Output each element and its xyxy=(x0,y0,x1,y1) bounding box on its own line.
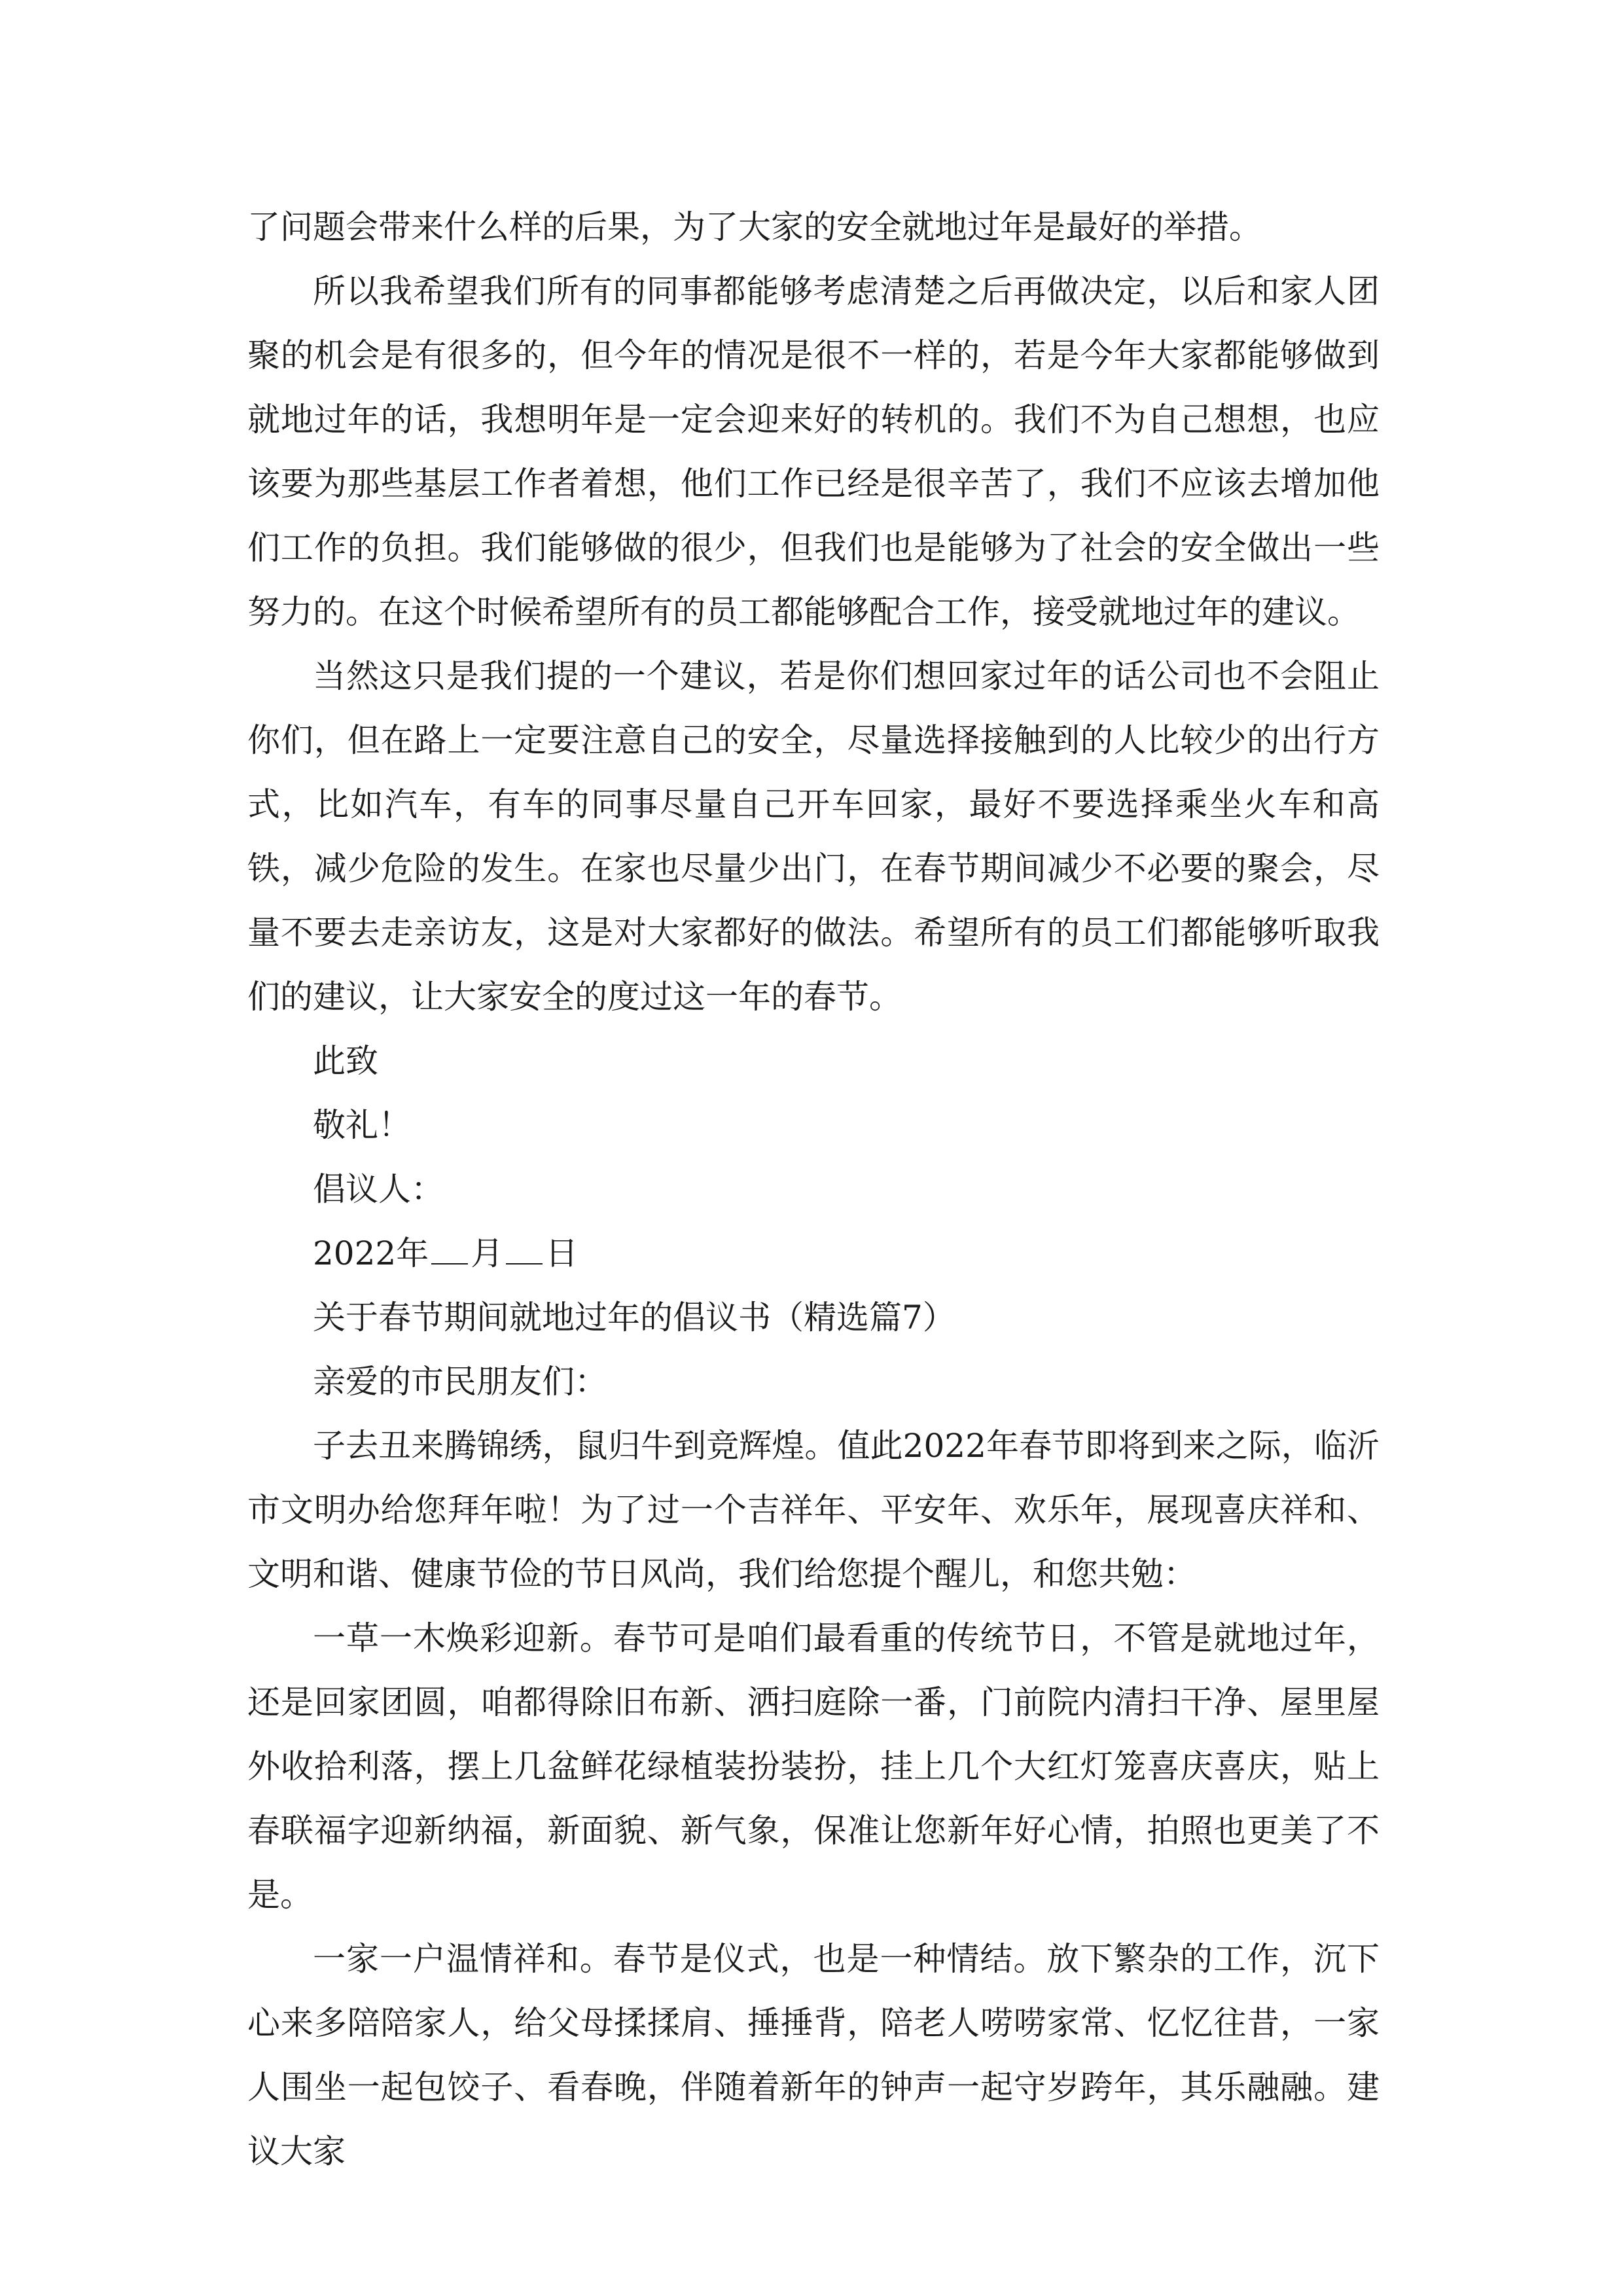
closing-regards: 敬礼！ xyxy=(313,1106,411,1144)
month-blank xyxy=(431,1233,468,1265)
closing-salutation: 此致 xyxy=(313,1042,378,1080)
date-day: 日 xyxy=(545,1234,579,1272)
paragraph-clean: 一草一木焕彩迎新。春节可是咱们最看重的传统节日，不管是就地过年，还是回家团圆，咱都得除旧布新、洒扫庭除一番，门前院内清扫干净、屋里屋外收拾利落，摆上几盆鲜花绿植装扮装扮，挂上几个大红灯笼喜庆喜庆，贴上春联福字迎新纳福，新面貌、新气象，保准让您新年好心情，拍照也更美了不是。 xyxy=(247,1619,1380,1914)
date-line xyxy=(247,1221,1380,1285)
greeting: 亲爱的市民朋友们： xyxy=(313,1363,607,1401)
section-title: 关于春节期间就地过年的倡议书（精选篇7） xyxy=(313,1299,955,1336)
paragraph-family: 一家一户温情祥和。春节是仪式，也是一种情结。放下繁杂的工作，沉下心来多陪陪家人，给父母揉揉肩、捶捶背，陪老人唠唠家常、忆忆往昔，一家人围坐一起包饺子、看春晚，伴随着新年的钟声一起守岁跨年，其乐融融。建议大家 xyxy=(247,1940,1380,2170)
day-blank xyxy=(506,1233,543,1265)
date-month: 月 xyxy=(471,1234,504,1272)
document-body xyxy=(247,195,1380,2183)
proposer-label: 倡议人： xyxy=(313,1170,444,1208)
paragraph-continuation: 了问题会带来什么样的后果，为了大家的安全就地过年是最好的举措。 xyxy=(247,208,1262,246)
paragraph-intro: 子去丑来腾锦绣，鼠归牛到竞辉煌。值此2022年春节即将到来之际，临沂市文明办给您拜年啦！为了过一个吉祥年、平安年、欢乐年，展现喜庆祥和、文明和谐、健康节俭的节日风尚，我们给您提个醒儿，和您共勉： xyxy=(247,1427,1380,1593)
date-year: 2022年 xyxy=(313,1234,429,1272)
paragraph-hope: 所以我希望我们所有的同事都能够考虑清楚之后再做决定，以后和家人团聚的机会是有很多的，但今年的情况是很不一样的，若是今年大家都能够做到就地过年的话，我想明年是一定会迎来好的转机的。我们不为自己想想，也应该要为那些基层工作者着想，他们工作已经是很辛苦了，我们不应该去增加他们工作的负担。我们能够做的很少，但我们也是能够为了社会的安全做出一些努力的。在这个时候希望所有的员工都能够配合工作，接受就地过年的建议。 xyxy=(247,272,1380,631)
paragraph-suggestion: 当然这只是我们提的一个建议，若是你们想回家过年的话公司也不会阻止你们，但在路上一定要注意自己的安全，尽量选择接触到的人比较少的出行方式，比如汽车，有车的同事尽量自己开车回家，最好不要选择乘坐火车和高铁，减少危险的发生。在家也尽量少出门，在春节期间减少不必要的聚会，尽量不要去走亲访友，这是对大家都好的做法。希望所有的员工们都能够听取我们的建议，让大家安全的度过这一年的春节。 xyxy=(247,657,1380,1016)
